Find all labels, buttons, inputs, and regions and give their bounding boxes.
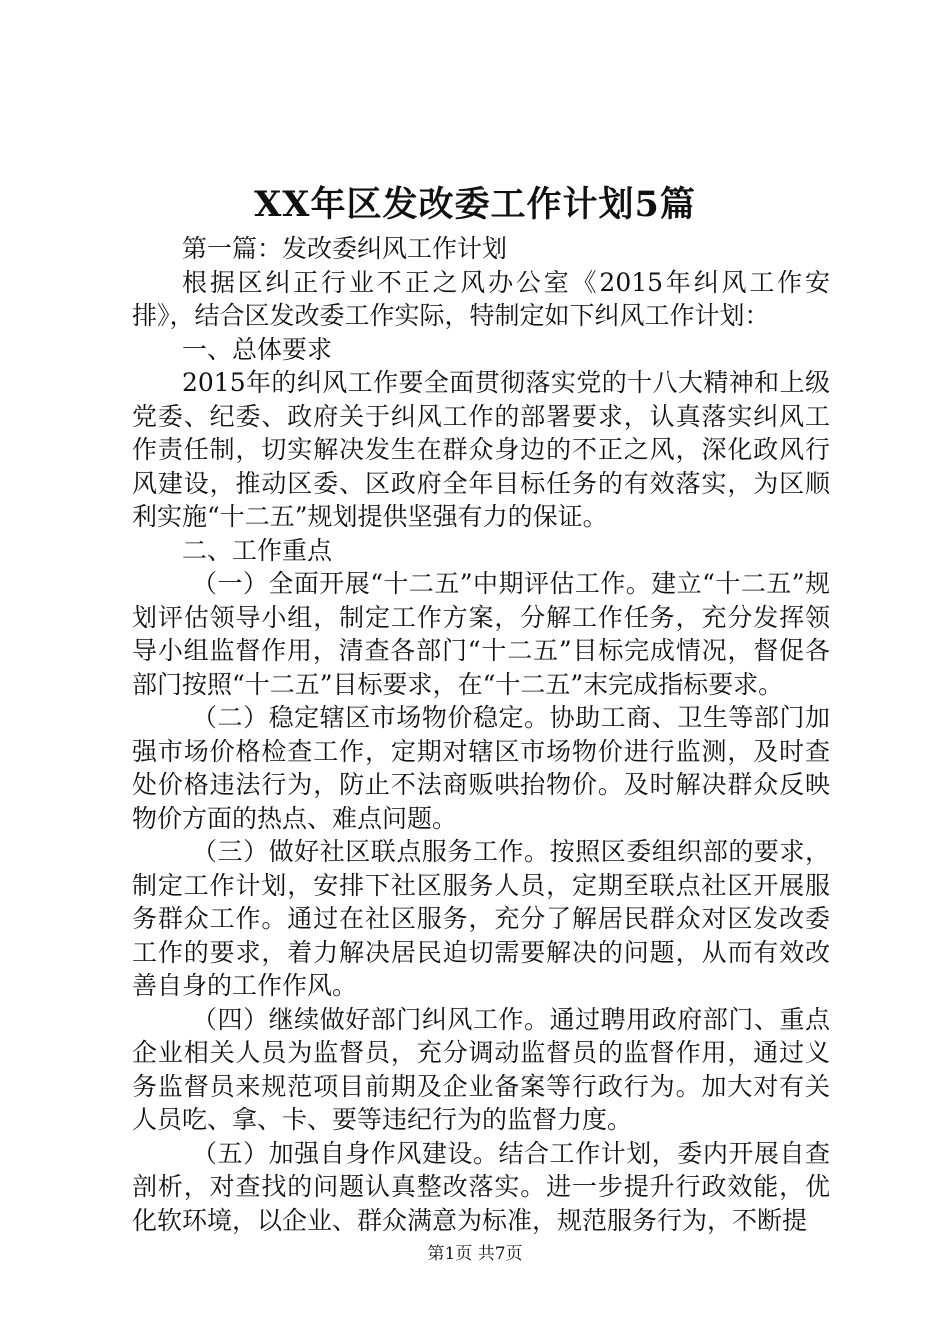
section-heading: 一、总体要求	[182, 334, 333, 364]
document-body	[132, 232, 830, 1237]
section-heading: 二、工作重点	[182, 535, 333, 565]
body-paragraph: （五）加强自身作风建设。结合工作计划，委内开展自查剖析，对查找的问题认真整改落实。进一步提升行政效能，优化软环境，以企业、群众满意为标准，规范服务行为，不断提	[132, 1138, 830, 1235]
body-paragraph: （二）稳定辖区市场物价稳定。协助工商、卫生等部门加强市场价格检查工作，定期对辖区市场物价进行监测，及时查处价格违法行为，防止不法商贩哄抬物价。及时解决群众反映物价方面的热点、难点问题。	[132, 703, 830, 833]
page-footer: 第1页 共7页	[427, 1244, 523, 1264]
section-heading: 第一篇：发改委纠风工作计划	[182, 234, 508, 263]
document-title: XX年区发改委工作计划5篇	[254, 184, 696, 225]
body-paragraph: （一）全面开展“十二五”中期评估工作。建立“十二五”规划评估领导小组，制定工作方案，分解工作任务，充分发挥领导小组监督作用，清查各部门“十二五”目标完成情况，督促各部门按照“十二五”目标要求，在“十二五”末完成指标要求。	[132, 569, 830, 699]
body-paragraph: 2015年的纠风工作要全面贯彻落实党的十八大精神和上级党委、纪委、政府关于纠风工作的部署要求，认真落实纠风工作责任制，切实解决发生在群众身边的不正之风，深化政风行风建设，推动区委、区政府全年目标任务的有效落实，为区顺利实施“十二五”规划提供坚强有力的保证。	[132, 368, 830, 531]
body-paragraph: （三）做好社区联点服务工作。按照区委组织部的要求，制定工作计划，安排下社区服务人员，定期至联点社区开展服务群众工作。通过在社区服务，充分了解居民群众对区发改委工作的要求，着力解决居民迫切需要解决的问题，从而有效改善自身的工作作风。	[132, 837, 830, 1000]
body-paragraph: （四）继续做好部门纠风工作。通过聘用政府部门、重点企业相关人员为监督员，充分调动监督员的监督作用，通过义务监督员来规范项目前期及企业备案等行政行为。加大对有关人员吃、拿、卡、要等违纪行为的监督力度。	[132, 1004, 830, 1134]
intro-paragraph: 根据区纠正行业不正之风办公室《2015年纠风工作安排》，结合区发改委工作实际，特制定如下纠风工作计划：	[132, 267, 830, 330]
